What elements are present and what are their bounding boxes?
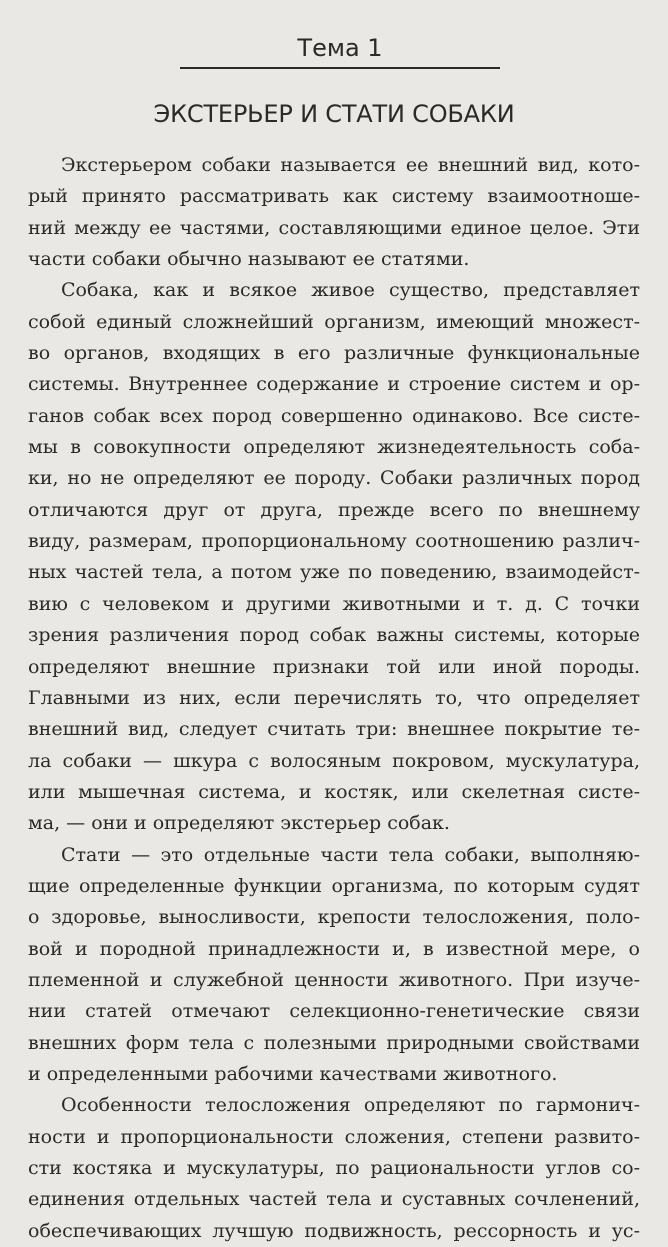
text-line: щие определенные функции организма, по которым судят: [28, 874, 640, 897]
text-line: или мышечная система, и костяк, или скелетная систе-: [28, 780, 640, 803]
text-line: ла собаки — шкура с волосяным покровом, мускулатура,: [28, 749, 640, 772]
text-line: Собака, как и всякое живое существо, представляет: [61, 279, 640, 302]
text-line: системы. Внутреннее содержание и строение систем и ор-: [28, 373, 640, 396]
text-line: нии статей отмечают селекционно-генетические связи: [28, 1000, 640, 1023]
text-line: мы в совокупности определяют жизнедеятельность соба-: [28, 436, 640, 459]
text-line: отличаются друг от друга, прежде всего по внешнему: [28, 498, 640, 521]
text-line: внешних форм тела с полезными природными свойствами: [28, 1031, 640, 1054]
chapter-rule-divider: [180, 67, 500, 69]
text-line: единения отдельных частей тела и суставных сочленений,: [28, 1188, 640, 1211]
chapter-title: ЭКСТЕРЬЕР И СТАТИ СОБАКИ: [153, 100, 515, 128]
text-line: о здоровье, выносливости, крепости телосложения, поло-: [28, 906, 640, 929]
text-line: внешний вид, следует считать три: внешнее покрытие те-: [28, 718, 640, 741]
text-line: ма, — они и определяют экстерьер собак.: [28, 812, 450, 835]
text-line: вию с человеком и другими животными и т. д. С точки: [28, 592, 640, 615]
text-line: части собаки обычно называют ее статями.: [28, 248, 470, 271]
text-line: племенной и служебной ценности животного. При изуче-: [28, 968, 640, 991]
text-line: ки, но не определяют ее породу. Собаки различных пород: [28, 467, 640, 490]
text-line: Главными из них, если перечислять то, что определяет: [28, 686, 640, 709]
chapter-label: Тема 1: [297, 34, 383, 62]
text-line: виду, размерам, пропорциональному соотношению различ-: [28, 530, 640, 553]
text-line: и определенными рабочими качествами животного.: [28, 1062, 558, 1085]
text-line: ных частей тела, а потом уже по поведению, взаимодейст-: [28, 561, 640, 584]
text-line: Стати — это отдельные части тела собаки, выполняю-: [61, 843, 640, 866]
text-line: зрения различения пород собак важны системы, которые: [28, 624, 640, 647]
text-line: ний между ее частями, составляющими единое целое. Эти: [28, 216, 640, 239]
text-line: ганов собак всех пород совершенно одинаково. Все систе-: [28, 404, 640, 427]
text-line: вой и породной принадлежности и, в известной мере, о: [28, 937, 640, 960]
text-line: определяют внешние признаки той или иной породы.: [28, 655, 640, 678]
text-line: во органов, входящих в его различные функциональные: [28, 342, 640, 365]
text-line: обеспечивающих лучшую подвижность, рессорность и ус-: [28, 1219, 640, 1242]
text-line: сти костяка и мускулатуры, по рациональности углов со-: [28, 1157, 640, 1179]
body-text: [28, 150, 640, 1247]
text-line: ности и пропорциональности сложения, степени развито-: [28, 1125, 640, 1148]
text-line: рый принято рассматривать как систему взаимоотноше-: [28, 185, 640, 208]
text-line: Экстерьером собаки называется ее внешний вид, кото-: [61, 154, 640, 176]
text-line: Особенности телосложения определяют по гармонич-: [61, 1094, 640, 1117]
text-line: собой единый сложнейший организм, имеющий множест-: [28, 310, 640, 333]
